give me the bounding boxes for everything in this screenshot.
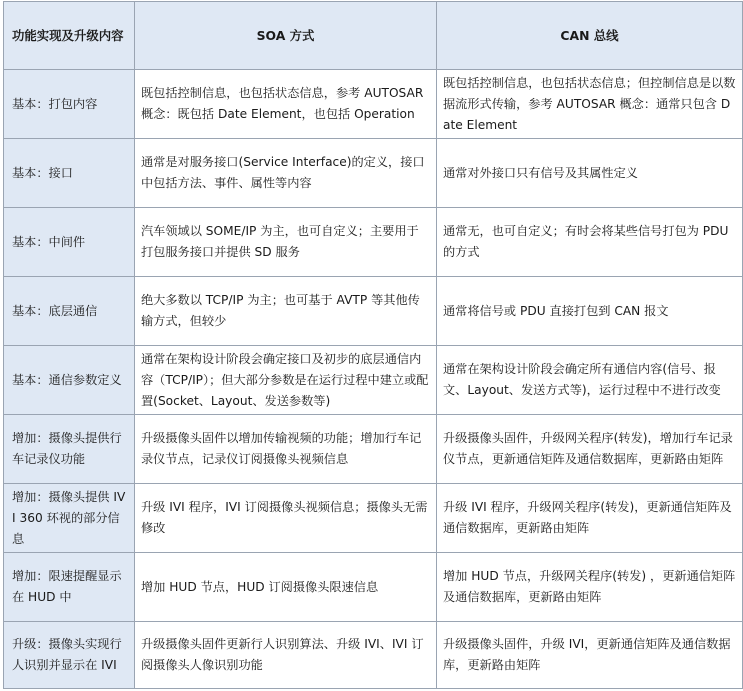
soa-cell: 汽车领域以 SOME/IP 为主，也可自定义；主要用于打包服务接口并提供 SD 服务 [135, 208, 437, 277]
table-row [4, 553, 743, 622]
soa-cell: 升级摄像头固件以增加传输视频的功能；增加行车记录仪节点，记录仪订阅摄像头视频信息 [135, 415, 437, 484]
table-row [4, 208, 743, 277]
can-cell: 既包括控制信息，也包括状态信息；但控制信息是以数据流形式传输，参考 AUTOSAR 概念：通常只包含 Date Element [437, 70, 743, 139]
table-row [4, 346, 743, 415]
soa-cell: 通常在架构设计阶段会确定接口及初步的底层通信内容（TCP/IP）；但大部分参数是在运行过程中建立或配置(Socket、Layout、发送参数等) [135, 346, 437, 415]
feature-cell: 增加：限速提醒显示在 HUD 中 [4, 553, 135, 622]
header-feature: 功能实现及升级内容 [4, 2, 135, 70]
can-cell: 通常无，也可自定义；有时会将某些信号打包为 PDU 的方式 [437, 208, 743, 277]
table-row [4, 415, 743, 484]
can-cell: 升级摄像头固件，升级 IVI，更新通信矩阵及通信数据库，更新路由矩阵 [437, 622, 743, 689]
can-cell: 增加 HUD 节点，升级网关程序(转发) ，更新通信矩阵及通信数据库，更新路由矩阵 [437, 553, 743, 622]
feature-cell: 基本：底层通信 [4, 277, 135, 346]
table-row [4, 139, 743, 208]
table-row [4, 622, 743, 689]
soa-cell: 既包括控制信息，也包括状态信息，参考 AUTOSAR 概念：既包括 Date Element，也包括 Operation [135, 70, 437, 139]
can-cell: 通常将信号或 PDU 直接打包到 CAN 报文 [437, 277, 743, 346]
soa-cell: 通常是对服务接口(Service Interface)的定义，接口中包括方法、事件、属性等内容 [135, 139, 437, 208]
feature-cell: 基本：通信参数定义 [4, 346, 135, 415]
header-soa: SOA 方式 [135, 2, 437, 70]
feature-cell: 增加：摄像头提供 IVI 360 环视的部分信息 [4, 484, 135, 553]
soa-cell: 增加 HUD 节点，HUD 订阅摄像头限速信息 [135, 553, 437, 622]
can-cell: 通常在架构设计阶段会确定所有通信内容(信号、报文、Layout、发送方式等)，运行过程中不进行改变 [437, 346, 743, 415]
can-cell: 升级 IVI 程序，升级网关程序(转发)，更新通信矩阵及通信数据库，更新路由矩阵 [437, 484, 743, 553]
can-cell: 通常对外接口只有信号及其属性定义 [437, 139, 743, 208]
table-row [4, 484, 743, 553]
soa-cell: 升级摄像头固件更新行人识别算法、升级 IVI、IVI 订阅摄像头人像识别功能 [135, 622, 437, 689]
comparison-table [3, 1, 743, 689]
soa-cell: 升级 IVI 程序，IVI 订阅摄像头视频信息；摄像头无需修改 [135, 484, 437, 553]
feature-cell: 基本：中间件 [4, 208, 135, 277]
can-cell: 升级摄像头固件，升级网关程序(转发)，增加行车记录仪节点，更新通信矩阵及通信数据库，更新路由矩阵 [437, 415, 743, 484]
feature-cell: 基本：接口 [4, 139, 135, 208]
feature-cell: 升级：摄像头实现行人识别并显示在 IVI [4, 622, 135, 689]
soa-cell: 绝大多数以 TCP/IP 为主；也可基于 AVTP 等其他传输方式，但较少 [135, 277, 437, 346]
table-row [4, 70, 743, 139]
header-row [4, 2, 743, 70]
feature-cell: 基本：打包内容 [4, 70, 135, 139]
header-can: CAN 总线 [437, 2, 743, 70]
table-row [4, 277, 743, 346]
feature-cell: 增加：摄像头提供行车记录仪功能 [4, 415, 135, 484]
